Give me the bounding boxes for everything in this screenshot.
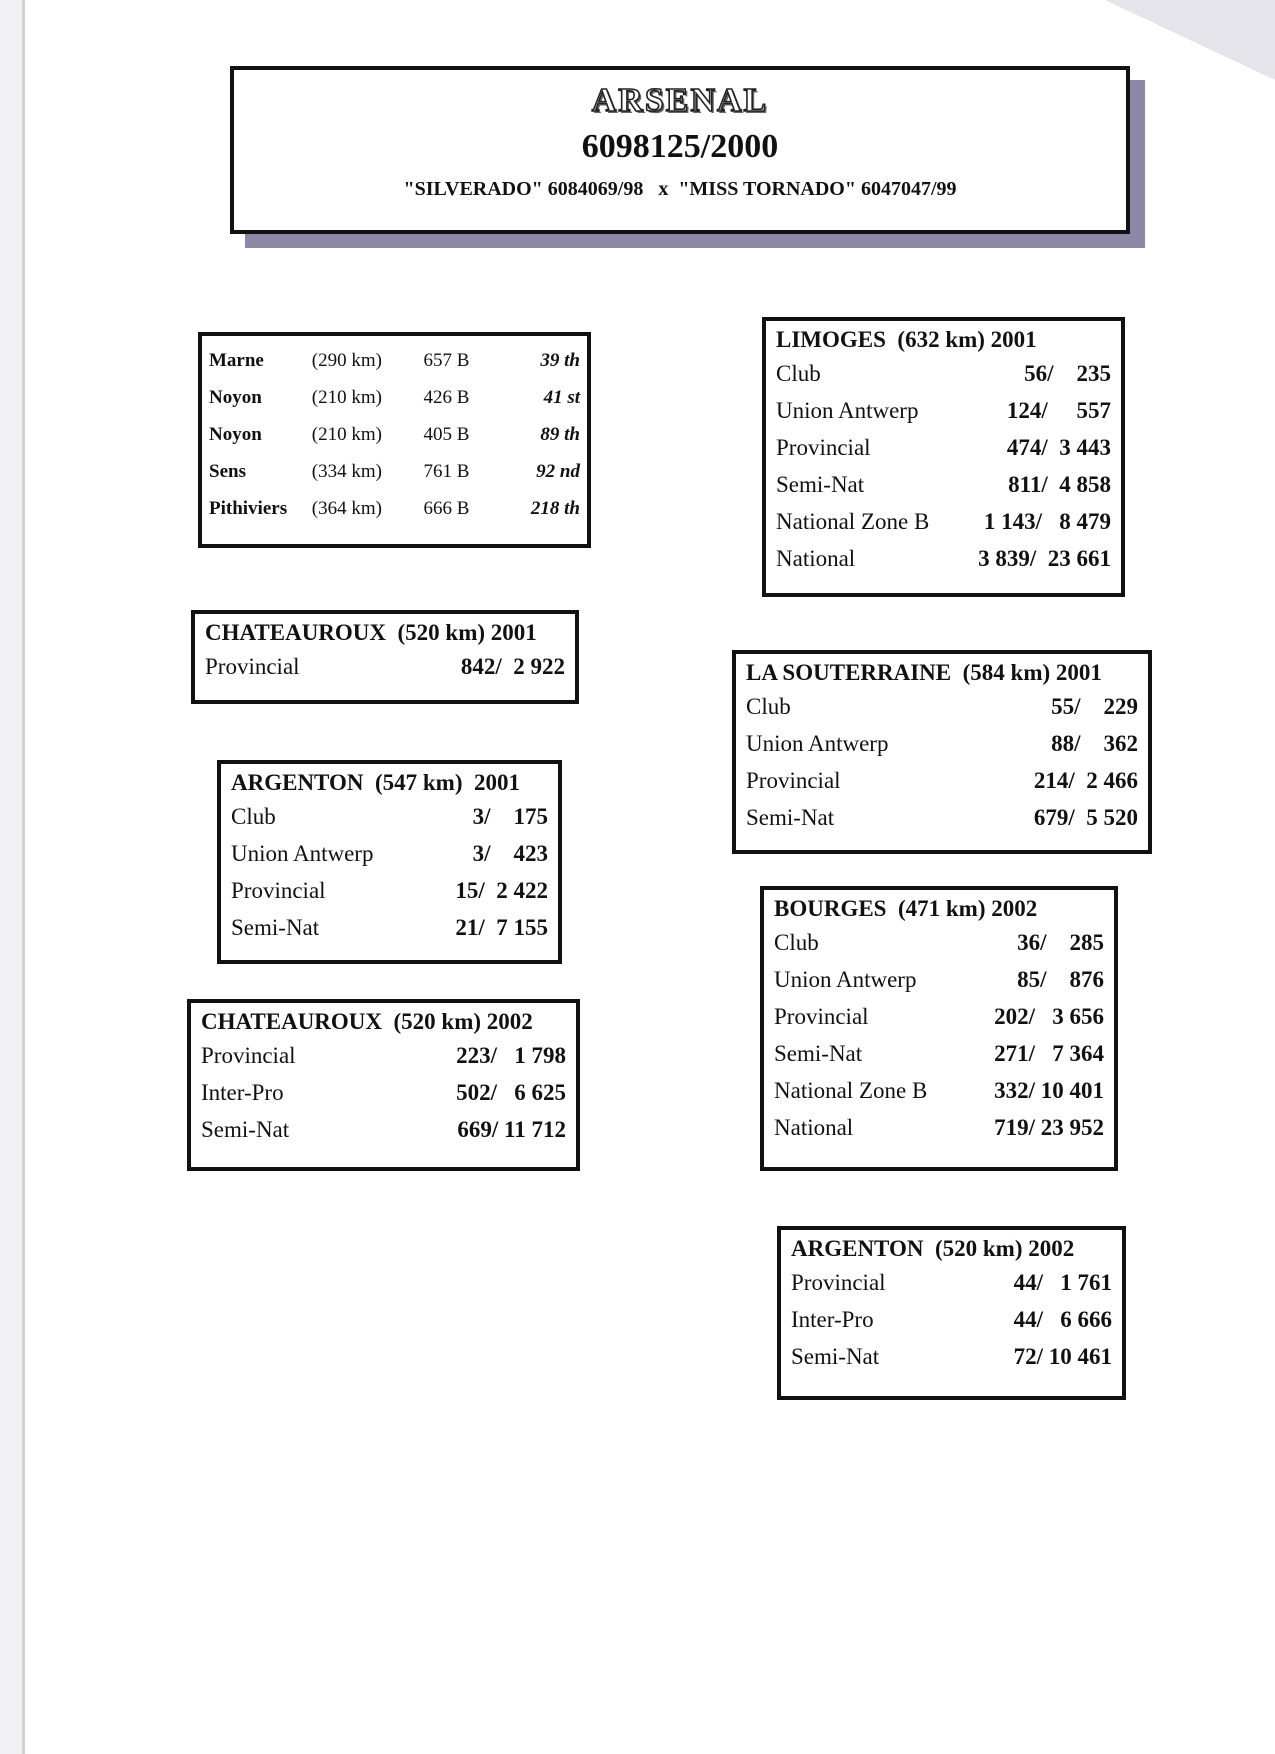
race-box-argenton-2002 (777, 1226, 1126, 1400)
table-row: Sens (334 km) 761 B 92 nd (209, 460, 580, 482)
result-row: National Zone B 1 143/ 8 479 (776, 509, 1111, 534)
result-row: Club 36/ 285 (774, 930, 1104, 955)
result-row: National 719/ 23 952 (774, 1115, 1104, 1140)
minor-results-box (198, 332, 591, 548)
result-row: Inter-Pro 44/ 6 666 (791, 1307, 1112, 1332)
race-title: LA SOUTERRAINE (584 km) 2001 (746, 660, 1102, 685)
result-row: Provincial 214/ 2 466 (746, 768, 1138, 793)
result-row: Club 56/ 235 (776, 361, 1111, 386)
ring-number: 6098125/2000 (581, 128, 779, 165)
result-row: Provincial 842/ 2 922 (205, 654, 565, 679)
parents-line: "SILVERADO" 6084069/98 x "MISS TORNADO" 6047047/99 (403, 178, 957, 200)
race-title: CHATEAUROUX (520 km) 2002 (201, 1009, 533, 1034)
race-title: ARGENTON (547 km) 2001 (231, 770, 521, 795)
result-row: Provincial 474/ 3 443 (776, 435, 1111, 460)
result-row: Provincial 223/ 1 798 (201, 1043, 566, 1068)
result-row: National 3 839/ 23 661 (776, 546, 1111, 571)
race-box-chateauroux-2002 (187, 999, 580, 1171)
pigeon-name: ARSENAL (591, 82, 769, 119)
result-row: Semi-Nat 21/ 7 155 (231, 915, 548, 940)
race-box-chateauroux-2001 (191, 610, 579, 704)
race-box-bourges-2002 (760, 886, 1118, 1171)
result-row: Provincial 44/ 1 761 (791, 1270, 1112, 1295)
result-row: Union Antwerp 124/ 557 (776, 398, 1111, 423)
result-row: Club 3/ 175 (231, 804, 548, 829)
result-row: Union Antwerp 88/ 362 (746, 731, 1138, 756)
result-row: Union Antwerp 3/ 423 (231, 841, 548, 866)
result-row: Provincial 15/ 2 422 (231, 878, 548, 903)
result-row: Provincial 202/ 3 656 (774, 1004, 1104, 1029)
race-box-argenton-2001 (217, 760, 562, 964)
result-row: Semi-Nat 72/ 10 461 (791, 1344, 1112, 1369)
minor-results-table (206, 342, 583, 527)
result-row: Semi-Nat 669/ 11 712 (201, 1117, 566, 1142)
result-row: Semi-Nat 811/ 4 858 (776, 472, 1111, 497)
header-box (230, 66, 1130, 234)
paper-sheet (22, 0, 1275, 1754)
race-title: LIMOGES (632 km) 2001 (776, 327, 1037, 352)
table-row: Pithiviers (364 km) 666 B 218 th (209, 497, 580, 519)
result-row: Inter-Pro 502/ 6 625 (201, 1080, 566, 1105)
table-row: Noyon (210 km) 426 B 41 st (209, 386, 580, 408)
result-row: Semi-Nat 271/ 7 364 (774, 1041, 1104, 1066)
result-row: Club 55/ 229 (746, 694, 1138, 719)
result-row: National Zone B 332/ 10 401 (774, 1078, 1104, 1103)
race-box-la-souterraine-2001 (732, 650, 1152, 854)
race-box-limoges-2001 (762, 317, 1125, 597)
result-row: Union Antwerp 85/ 876 (774, 967, 1104, 992)
table-row: Noyon (210 km) 405 B 89 th (209, 423, 580, 445)
race-title: ARGENTON (520 km) 2002 (791, 1236, 1075, 1261)
folded-corner (1105, 0, 1275, 80)
paper-edge (22, 0, 25, 1754)
result-row: Semi-Nat 679/ 5 520 (746, 805, 1138, 830)
race-title: CHATEAUROUX (520 km) 2001 (205, 620, 537, 645)
table-row: Marne (290 km) 657 B 39 th (209, 349, 580, 371)
race-title: BOURGES (471 km) 2002 (774, 896, 1038, 921)
